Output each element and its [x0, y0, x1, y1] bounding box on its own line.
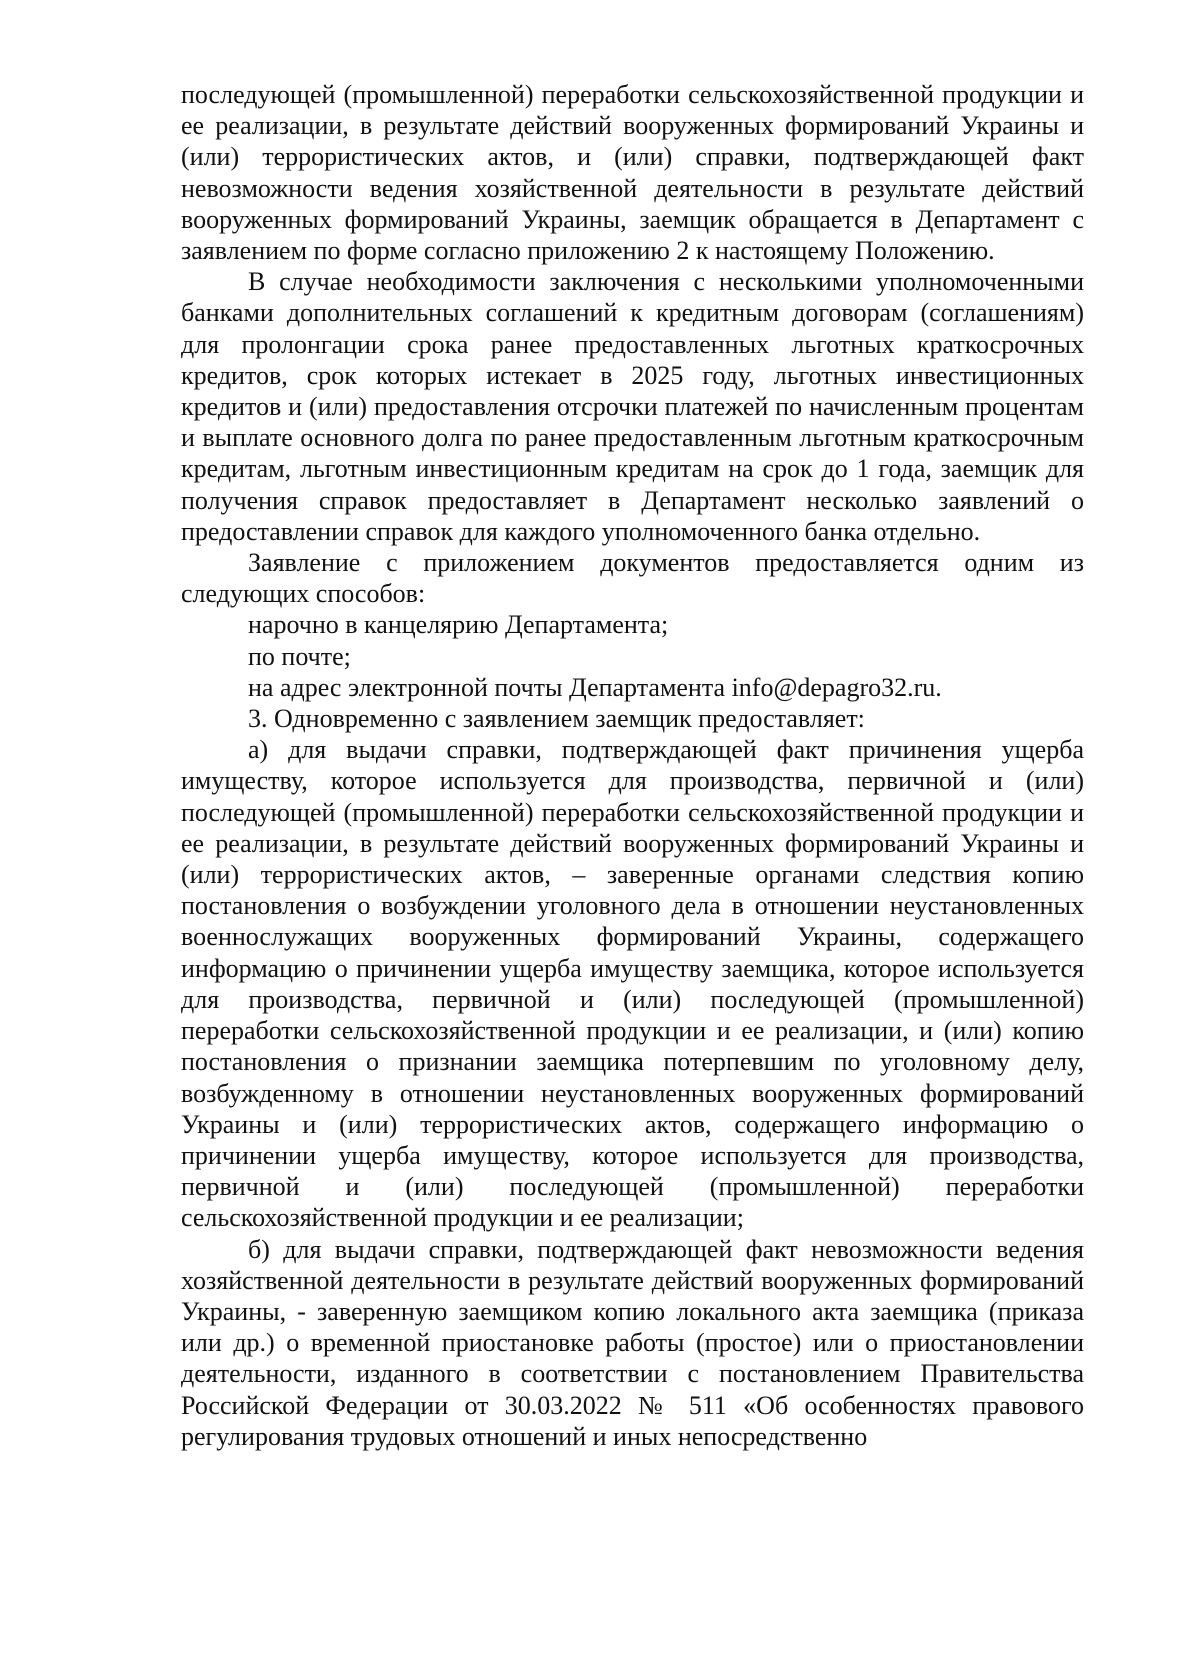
list-item-by-email: на адрес электронной почты Департамента info@depagro32.ru.: [248, 672, 942, 702]
list-item-by-mail: по почте;: [248, 641, 351, 671]
clause-a: а) для выдачи справки, подтверждающей факт причинения ущерба имуществу, которое используется для производства, первичной и (или) последующей (промышленной) переработки сельскохозяйственной продукции и ее реализации, в результате действий вооруженных формирований Украины и (или) террористических актов, – заверенные органами следствия копию постановления о возбуждении уголовного дела в отношении неустановленных военнослужащих вооруженных формирований Украины, содержащего информацию о причинении ущерба имуществу заемщика, которое используется для производства, первичной и (или) последующей (промышленной) переработки сельскохозяйственной продукции и ее реализации, и (или) копию постановления о признании заемщика потерпевшим по уголовному делу, возбужденному в отношении неустановленных вооруженных формирований Украины и (или) террористических актов, содержащего информацию о причинении ущерба имуществу, которое используется для производства, первичной и (или) последующей (промышленной) переработки сельскохозяйственной продукции и ее реализации;: [181, 735, 1084, 1233]
paragraph-submission-methods: Заявление с приложением документов предоставляется одним из следующих способов:: [181, 548, 1084, 609]
paragraph-multiple-banks: В случае необходимости заключения с несколькими уполномоченными банками дополнительных соглашений к кредитным договорам (соглашениям) для пролонгации срока ранее предоставленных льготных краткосрочных кредитов, срок которых истекает в 2025 году, льготных инвестиционных кредитов и (или) предоставления отсрочки платежей по начисленным процентам и выплате основного долга по ранее предоставленным льготным краткосрочным кредитам, льготным инвестиционным кредитам на срок до 1 года, заемщик для получения справок предоставляет в Департамент несколько заявлений о предоставлении справок для каждого уполномоченного банка отдельно.: [181, 267, 1084, 546]
section-3-heading: 3. Одновременно с заявлением заемщик предоставляет:: [248, 704, 865, 734]
document-body: [181, 79, 1084, 1452]
paragraph-continuation: последующей (промышленной) переработки сельскохозяйственной продукции и ее реализации, в результате действий вооруженных формирований Украины и (или) террористических актов, и (или) справки, подтверждающей факт невозможности ведения хозяйственной деятельности в результате действий вооруженных формирований Украины, заемщик обращается в Департамент с заявлением по форме согласно приложению 2 к настоящему Положению.: [181, 80, 1084, 266]
clause-b: б) для выдачи справки, подтверждающей факт невозможности ведения хозяйственной деятельности в результате действий вооруженных формирований Украины, - заверенную заемщиком копию локального акта заемщика (приказа или др.) о временной приостановке работы (простое) или о приостановлении деятельности, изданного в соответствии с постановлением Правительства Российской Федерации от 30.03.2022 № 511 «Об особенностях правового регулирования трудовых отношений и иных непосредственно: [181, 1234, 1084, 1451]
list-item-by-hand: нарочно в канцелярию Департамента;: [248, 610, 669, 640]
